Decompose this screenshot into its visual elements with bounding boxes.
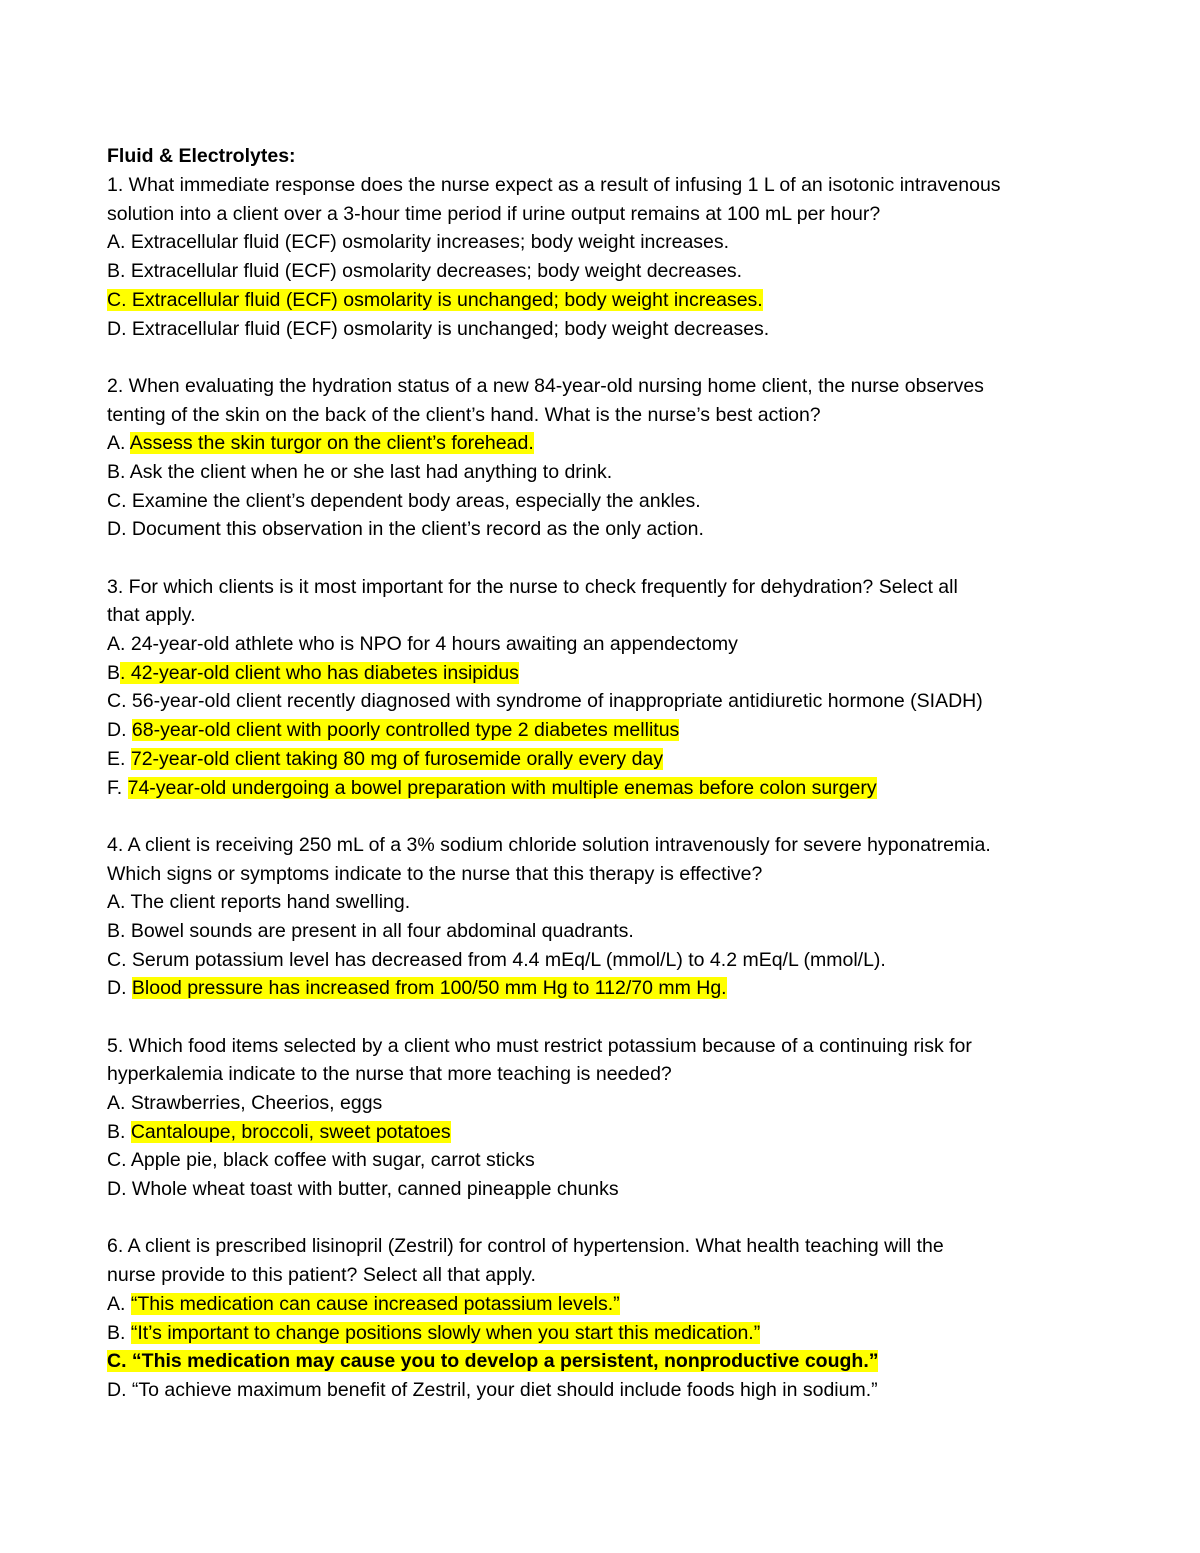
option-letter: B. (107, 260, 131, 283)
option-text: Extracellular fluid (ECF) osmolarity decreases; body weight decreases. (130, 260, 743, 283)
highlighted-answer (107, 289, 763, 311)
answer-option (107, 257, 1100, 286)
option-text: Strawberries, Cheerios, eggs (130, 1092, 383, 1115)
question-1 (107, 171, 1100, 343)
option-text: Bowel sounds are present in all four abdominal quadrants. (130, 919, 634, 942)
option-letter: A. (107, 231, 131, 254)
answer-option (107, 1146, 1100, 1175)
answer-content (107, 748, 663, 770)
answer-content (107, 949, 886, 971)
answer-option (107, 429, 1100, 458)
answer-content (107, 1379, 878, 1401)
answer-content (107, 662, 519, 684)
option-letter: A. (107, 891, 131, 914)
answer-option (107, 687, 1100, 716)
answer-content (107, 777, 877, 799)
answer-option (107, 716, 1100, 745)
question-stem-line: that apply. (107, 604, 196, 627)
option-letter: C. (107, 489, 132, 512)
answer-option (107, 515, 1100, 544)
highlighted-answer-text: 72-year-old client taking 80 mg of furosemide orally every day (130, 747, 664, 770)
highlighted-answer-text: 68-year-old client with poorly controlled type 2 diabetes mellitus (131, 719, 680, 742)
answer-option (107, 315, 1100, 344)
answer-option (107, 1175, 1100, 1204)
answer-content (107, 490, 701, 512)
option-letter: D. (107, 1378, 132, 1401)
answer-option (107, 458, 1100, 487)
question-3 (107, 573, 1100, 803)
answer-option (107, 228, 1100, 257)
option-letter: C. (107, 288, 132, 311)
option-letter: C. (107, 1149, 131, 1172)
option-letter: C. (107, 690, 132, 713)
option-text: The client reports hand swelling. (130, 891, 411, 914)
option-letter: D. (107, 719, 132, 742)
option-text: 56-year-old client recently diagnosed with syndrome of inappropriate antidiuretic hormone (SIADH) (131, 690, 983, 713)
answer-option (107, 974, 1100, 1003)
option-text: Extracellular fluid (ECF) osmolarity increases; body weight increases. (130, 231, 730, 254)
highlighted-answer-text: “It’s important to change positions slowly when you start this medication.” (130, 1321, 761, 1344)
answer-content (107, 1121, 451, 1143)
option-letter: B. (107, 460, 130, 483)
answer-option (107, 659, 1100, 688)
question-stem-line: 2. When evaluating the hydration status of a new 84-year-old nursing home client, the nurse observes (107, 374, 984, 397)
option-letter: B. (107, 1321, 131, 1344)
option-text: Extracellular fluid (ECF) osmolarity is unchanged; body weight decreases. (131, 317, 770, 340)
question-6 (107, 1232, 1100, 1404)
answer-option (107, 1290, 1100, 1319)
answer-option (107, 1319, 1100, 1348)
option-letter: B. (107, 1120, 131, 1143)
question-5 (107, 1032, 1100, 1204)
answer-content (107, 260, 742, 282)
answer-content (107, 1293, 620, 1315)
answer-option (107, 888, 1100, 917)
option-text: Examine the client’s dependent body areas, especially the ankles. (131, 489, 701, 512)
question-stem-line: hyperkalemia indicate to the nurse that more teaching is needed? (107, 1063, 672, 1086)
answer-content (107, 690, 983, 712)
question-4 (107, 831, 1100, 1003)
answer-option (107, 1376, 1100, 1405)
question-stem-line: 1. What immediate response does the nurse expect as a result of infusing 1 L of an isotonic intravenous (107, 174, 1001, 196)
option-letter: B (107, 661, 121, 684)
question-2 (107, 372, 1100, 544)
option-letter: A. (107, 1292, 131, 1315)
option-text: Ask the client when he or she last had anything to drink. (129, 460, 613, 483)
highlighted-answer-text: Blood pressure has increased from 100/50 mm Hg to 112/70 mm Hg. (131, 977, 727, 1000)
answer-content (107, 920, 634, 942)
answer-content (107, 231, 729, 253)
option-text: 24-year-old athlete who is NPO for 4 hours awaiting an appendectomy (130, 633, 738, 656)
answer-content (107, 633, 738, 655)
option-letter: D. (107, 977, 132, 1000)
highlighted-answer (107, 1350, 878, 1372)
question-list (107, 171, 1100, 1405)
answer-content (107, 432, 534, 454)
answer-content (107, 977, 727, 999)
answer-content (107, 461, 612, 483)
answer-option (107, 1347, 1100, 1376)
answer-option (107, 1118, 1100, 1147)
answer-option (107, 487, 1100, 516)
question-stem-line: Which signs or symptoms indicate to the nurse that this therapy is effective? (107, 862, 763, 885)
option-letter: F. (107, 776, 128, 799)
option-text: Document this observation in the client’s record as the only action. (131, 518, 704, 541)
option-letter: D. (107, 317, 132, 340)
option-text: “This medication may cause you to develop a persistent, nonproductive cough.” (131, 1350, 879, 1373)
option-letter: A. (107, 1092, 131, 1115)
answer-content (107, 318, 769, 340)
question-stem-line: 6. A client is prescribed lisinopril (Zestril) for control of hypertension. What health teaching will the (107, 1235, 944, 1258)
answer-content (107, 1149, 535, 1171)
answer-content (107, 891, 410, 913)
answer-content (107, 1178, 619, 1200)
highlighted-answer-text: . 42-year-old client who has diabetes insipidus (120, 661, 519, 684)
option-text: Apple pie, black coffee with sugar, carrot sticks (130, 1149, 535, 1172)
answer-content (107, 719, 679, 741)
highlighted-answer-text: Assess the skin turgor on the client’s forehead. (129, 432, 534, 455)
option-text: Whole wheat toast with butter, canned pineapple chunks (131, 1178, 619, 1201)
answer-option (107, 286, 1100, 315)
document-title: Fluid & Electrolytes: (107, 145, 296, 167)
question-stem-line: 3. For which clients is it most important for the nurse to check frequently for dehydration? Select all (107, 575, 958, 598)
option-letter: C. (107, 1350, 132, 1373)
question-stem-line: solution into a client over a 3-hour time period if urine output remains at 100 mL per hour? (107, 202, 881, 225)
question-stem-line: tenting of the skin on the back of the client’s hand. What is the nurse’s best action? (107, 403, 821, 426)
option-letter: B. (107, 919, 131, 942)
answer-content (107, 1092, 382, 1114)
highlighted-answer-text: Cantaloupe, broccoli, sweet potatoes (130, 1120, 451, 1143)
highlighted-answer-text: 74-year-old undergoing a bowel preparation with multiple enemas before colon surgery (127, 776, 877, 799)
option-letter: D. (107, 1178, 132, 1201)
answer-option (107, 745, 1100, 774)
answer-option (107, 774, 1100, 803)
option-text: Extracellular fluid (ECF) osmolarity is unchanged; body weight increases. (131, 288, 763, 311)
highlighted-answer-text: “This medication can cause increased potassium levels.” (130, 1292, 620, 1315)
answer-option (107, 630, 1100, 659)
question-stem-line: 4. A client is receiving 250 mL of a 3% sodium chloride solution intravenously for severe hyponatremia. (107, 833, 991, 856)
question-stem-line: nurse provide to this patient? Select all that apply. (107, 1264, 536, 1287)
answer-option (107, 1089, 1100, 1118)
answer-content (107, 1322, 760, 1344)
option-letter: C. (107, 948, 132, 971)
option-letter: E. (107, 747, 131, 770)
question-stem-line: 5. Which food items selected by a client who must restrict potassium because of a continuing risk for (107, 1034, 972, 1057)
option-text: Serum potassium level has decreased from 4.4 mEq/L (mmol/L) to 4.2 mEq/L (mmol/L). (131, 948, 886, 971)
option-letter: A. (107, 432, 130, 455)
answer-option (107, 946, 1100, 975)
answer-content (107, 518, 704, 540)
option-text: “To achieve maximum benefit of Zestril, your diet should include foods high in sodium.” (131, 1378, 878, 1401)
option-letter: A. (107, 633, 131, 656)
answer-option (107, 917, 1100, 946)
option-letter: D. (107, 518, 132, 541)
